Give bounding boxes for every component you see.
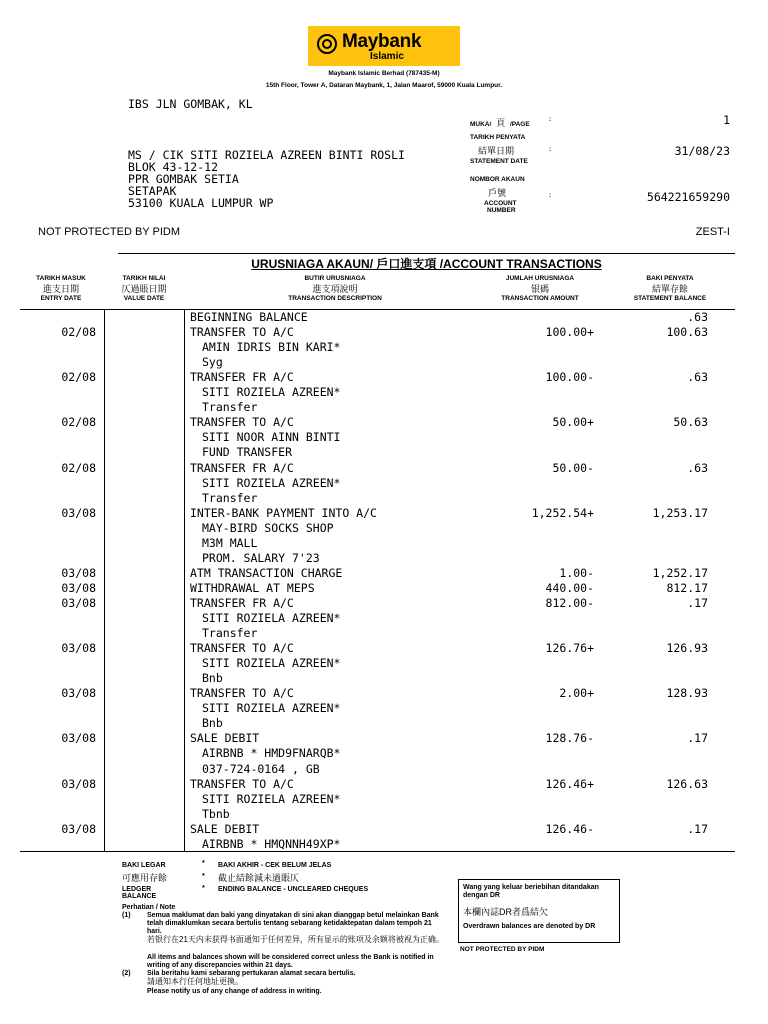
footer-star: *	[202, 873, 205, 880]
note-2-en: Please notify us of any change of address in writing.	[147, 988, 322, 995]
row-entry-date	[20, 716, 96, 730]
tiger-emblem-icon	[317, 34, 337, 54]
row-entry-date	[20, 626, 96, 640]
page-number: 1	[723, 113, 730, 127]
row-entry-date	[20, 762, 96, 776]
note-number-2: (2)	[122, 970, 131, 977]
account-number-label-en2: NUMBER	[487, 207, 516, 214]
row-balance	[560, 746, 708, 760]
row-description: TRANSFER TO A/C	[190, 776, 294, 791]
row-entry-date	[20, 701, 96, 715]
row-entry-date	[20, 536, 96, 550]
row-description: TRANSFER TO A/C	[190, 415, 294, 430]
footer-baki-akhir-cn: 截止結餘減未過賬仄	[218, 873, 300, 883]
col-header-en: ENTRY DATE	[40, 295, 82, 302]
col-separator	[184, 309, 185, 851]
row-description: AIRBNB * HMQNNH49XP*	[202, 836, 341, 851]
col-header-cn: 結單存餘	[651, 284, 688, 294]
col-header-cn: 银碼	[530, 284, 549, 294]
row-balance: 50.63	[673, 415, 708, 430]
col-header-entry-date	[20, 275, 102, 302]
customer-address	[128, 149, 405, 209]
row-balance: 1,252.17	[652, 565, 708, 580]
row-amount: 100.00+	[545, 325, 594, 340]
row-description: 037-724-0164 , GB	[202, 761, 320, 776]
row-entry-date	[20, 491, 96, 505]
row-balance	[560, 476, 708, 490]
row-description: AIRBNB * HMD9FNARQB*	[202, 746, 341, 761]
note-1-ms: Semua maklumat dan baki yang dinyatakan di sini akan dianggap betul melainkan Bank telah dimaklumkan secara bertulis tentang sebarang ketidaktepatan dalam tempoh 21 hari.	[147, 912, 439, 935]
row-description: SITI ROZIELA AZREEN*	[202, 385, 341, 400]
footer-ending-balance: ENDING BALANCE - UNCLEARED CHEQUES	[218, 886, 369, 893]
colon: :	[549, 192, 552, 199]
row-description: AMIN IDRIS BIN KARI*	[202, 340, 341, 355]
row-description: TRANSFER TO A/C	[190, 686, 294, 701]
row-balance	[560, 656, 708, 670]
row-description: TRANSFER FR A/C	[190, 370, 294, 385]
col-header-en: TRANSACTION AMOUNT	[501, 295, 579, 302]
footer-star: *	[202, 860, 205, 867]
row-balance: .17	[687, 595, 708, 610]
row-description: SITI ROZIELA AZREEN*	[202, 475, 341, 490]
row-balance: 100.63	[666, 325, 708, 340]
page-label-en: /PAGE	[509, 121, 530, 128]
row-entry-date	[20, 551, 96, 565]
row-entry-date	[20, 656, 96, 670]
row-balance: 1,253.17	[652, 505, 708, 520]
row-description: TRANSFER TO A/C	[190, 325, 294, 340]
row-balance	[560, 340, 708, 354]
col-separator	[104, 309, 105, 851]
account-number-label-ms: NOMBOR AKAUN	[470, 176, 525, 183]
box-en: Overdrawn balances are denoted by DR	[463, 923, 596, 930]
row-entry-date	[20, 521, 96, 535]
footer-star: *	[202, 885, 205, 892]
row-description: SITI ROZIELA AZREEN*	[202, 791, 341, 806]
row-entry-date	[20, 430, 96, 444]
row-entry-date: 02/08	[61, 415, 96, 430]
row-balance: 128.93	[666, 686, 708, 701]
row-balance	[560, 521, 708, 535]
address-line: SETAPAK	[128, 184, 177, 198]
product-name: ZEST-I	[695, 226, 730, 238]
table-bottom-rule	[20, 851, 735, 852]
row-description: ATM TRANSACTION CHARGE	[190, 565, 343, 580]
row-entry-date: 03/08	[61, 686, 96, 701]
account-number-value: 564221659290	[646, 190, 730, 204]
row-description: SITI ROZIELA AZREEN*	[202, 611, 341, 625]
note-2-cn: 請通知本行任何地址更換。	[147, 977, 243, 986]
footer-baki-legar: BAKI LEGAR	[122, 862, 166, 869]
row-description: TRANSFER FR A/C	[190, 595, 294, 610]
pidm-notice: NOT PROTECTED BY PIDM	[38, 226, 181, 238]
row-entry-date	[20, 476, 96, 490]
col-header-amount	[480, 275, 600, 302]
statement-date-label-ms: TARIKH PENYATA	[470, 134, 526, 141]
row-amount: 126.46+	[545, 776, 594, 791]
row-balance	[560, 551, 708, 565]
row-entry-date	[20, 445, 96, 459]
box-cn: 本欄內誌DR者爲結欠	[463, 907, 548, 917]
row-entry-date	[20, 746, 96, 760]
col-header-description	[230, 275, 440, 302]
row-entry-date: 03/08	[61, 731, 96, 746]
row-description: SALE DEBIT	[190, 821, 260, 836]
row-balance	[560, 355, 708, 369]
col-header-value-date	[104, 275, 184, 302]
col-header-balance	[610, 275, 730, 302]
row-entry-date	[20, 400, 96, 414]
row-amount: 128.76-	[545, 731, 594, 746]
row-balance: .17	[687, 731, 708, 746]
row-entry-date	[20, 385, 96, 399]
bank-address: 15th Floor, Tower A, Dataran Maybank, 1, Jalan Maarof, 59000 Kuala Lumpur.	[265, 82, 503, 89]
row-balance	[560, 807, 708, 821]
col-header-en: TRANSACTION DESCRIPTION	[288, 295, 382, 302]
bank-legal-name: Maybank Islamic Berhad (787435-M)	[328, 70, 440, 77]
box-ms: Wang yang keluar beriebihan ditandakan dengan DR	[463, 884, 599, 899]
row-amount: 50.00+	[552, 415, 594, 430]
footer-balance: BALANCE	[122, 893, 157, 900]
page-label	[470, 116, 530, 129]
row-amount: 1.00-	[559, 565, 594, 580]
row-balance	[560, 716, 708, 730]
footer-ledger: LEDGER	[122, 886, 152, 893]
row-entry-date: 03/08	[61, 580, 96, 595]
colon: :	[549, 146, 552, 153]
row-description: Transfer	[202, 626, 258, 641]
row-entry-date	[20, 340, 96, 354]
row-description: FUND TRANSFER	[202, 445, 293, 460]
statement-date-label-en: STATEMENT DATE	[470, 158, 528, 165]
note-number-1: (1)	[122, 912, 131, 919]
row-description: SITI ROZIELA AZREEN*	[202, 701, 341, 716]
col-header-ms: TARIKH MASUK	[36, 275, 86, 282]
overdrawn-legend-box	[458, 879, 620, 943]
colon: :	[549, 116, 552, 123]
address-line: 53100 KUALA LUMPUR WP	[128, 196, 274, 210]
footer-baki-akhir: BAKI AKHIR - CEK BELUM JELAS	[218, 862, 332, 869]
row-amount: 126.76+	[545, 641, 594, 656]
statement-date-value: 31/08/23	[674, 144, 730, 158]
row-description: Tbnb	[202, 806, 230, 821]
row-description: INTER-BANK PAYMENT INTO A/C	[190, 505, 377, 520]
row-description: MAY-BIRD SOCKS SHOP	[202, 520, 334, 535]
row-entry-date: 03/08	[61, 595, 96, 610]
row-amount: 812.00-	[545, 595, 594, 610]
row-balance	[560, 626, 708, 640]
row-entry-date: 03/08	[61, 776, 96, 791]
row-description: PROM. SALARY 7'23	[202, 550, 320, 565]
branch-name: IBS JLN GOMBAK, KL	[128, 97, 253, 111]
row-description: WITHDRAWAL AT MEPS	[190, 580, 315, 595]
row-description: Transfer	[202, 490, 258, 505]
row-balance	[560, 762, 708, 776]
row-description: SALE DEBIT	[190, 731, 260, 746]
row-balance	[560, 385, 708, 399]
row-description: SITI NOOR AINN BINTI	[202, 430, 341, 445]
row-entry-date	[20, 807, 96, 821]
logo-sub-text: Islamic	[370, 51, 404, 62]
row-description: TRANSFER TO A/C	[190, 641, 294, 656]
row-entry-date: 02/08	[61, 460, 96, 475]
col-header-ms: JUMLAH URUSNIAGA	[505, 275, 575, 282]
col-header-ms: BAKI PENYATA	[646, 275, 694, 282]
row-balance	[560, 671, 708, 685]
row-description: BEGINNING BALANCE	[190, 310, 308, 324]
col-header-en: STATEMENT BALANCE	[633, 295, 707, 302]
row-entry-date	[20, 310, 96, 324]
row-entry-date	[20, 792, 96, 806]
row-balance	[560, 536, 708, 550]
section-top-rule	[118, 253, 735, 254]
row-balance: .63	[687, 310, 708, 324]
row-entry-date: 03/08	[61, 565, 96, 580]
row-amount: 1,252.54+	[531, 505, 594, 520]
account-number-label-en1: ACCOUNT	[484, 200, 517, 207]
row-entry-date: 02/08	[61, 370, 96, 385]
row-balance	[560, 837, 708, 851]
row-balance: 812.17	[666, 580, 708, 595]
col-header-en: VALUE DATE	[123, 295, 165, 302]
row-balance	[560, 430, 708, 444]
row-entry-date: 03/08	[61, 641, 96, 656]
row-entry-date	[20, 611, 96, 625]
page-label-cn: 頁	[496, 118, 506, 128]
row-amount: 50.00-	[552, 460, 594, 475]
row-description: Transfer	[202, 400, 258, 415]
footer-baki-legar-cn: 可應用存餘	[122, 873, 168, 883]
row-description: Bnb	[202, 671, 223, 686]
row-entry-date	[20, 671, 96, 685]
row-balance	[560, 611, 708, 625]
row-amount: 440.00-	[545, 580, 594, 595]
row-entry-date: 02/08	[61, 325, 96, 340]
row-description: TRANSFER FR A/C	[190, 460, 294, 475]
row-description: M3M MALL	[202, 535, 258, 550]
note-title: Perhatian / Note	[122, 904, 176, 911]
row-entry-date	[20, 837, 96, 851]
row-balance: .63	[687, 370, 708, 385]
statement-date-label-cn: 結單日期	[478, 146, 515, 156]
row-balance	[560, 792, 708, 806]
address-line: BLOK 43-12-12	[128, 160, 219, 174]
row-description: SITI ROZIELA AZREEN*	[202, 656, 341, 671]
col-header-cn: 進支項說明	[312, 284, 358, 294]
logo-brand-text: Maybank	[342, 31, 422, 52]
row-amount: 100.00-	[545, 370, 594, 385]
note-1-cn: 若银行在21天内未获得书面通知于任何差异，所有显示的账项及余额将被视为正确。	[147, 935, 444, 944]
col-header-ms: BUTIR URUSNIAGA	[304, 275, 366, 282]
col-header-cn: 仄過賬日期	[121, 284, 167, 294]
row-entry-date: 03/08	[61, 505, 96, 520]
note-1-en: All items and balances shown will be considered correct unless the Bank is notified in writing of any discrepancies within 21 days.	[147, 954, 434, 969]
row-balance: .17	[687, 821, 708, 836]
section-title: URUSNIAGA AKAUN/ 戶口進支項 /ACCOUNT TRANSACTIONS	[251, 257, 602, 271]
address-line: PPR GOMBAK SETIA	[128, 172, 239, 186]
address-line: MS / CIK SITI ROZIELA AZREEN BINTI ROSLI	[128, 148, 405, 162]
box-pidm-notice: NOT PROTECTED BY PIDM	[460, 946, 545, 953]
page-label-ms: MUKA/	[470, 121, 492, 128]
row-balance: 126.93	[666, 641, 708, 656]
row-entry-date: 03/08	[61, 821, 96, 836]
row-balance	[560, 701, 708, 715]
maybank-logo	[308, 26, 460, 66]
row-balance	[560, 445, 708, 459]
row-description: Bnb	[202, 716, 223, 731]
row-amount: 2.00+	[559, 686, 594, 701]
row-balance	[560, 400, 708, 414]
row-balance	[560, 491, 708, 505]
row-description: Syg	[202, 355, 223, 370]
account-number-label-cn: 戶號	[488, 188, 507, 198]
note-2-ms: Sila beritahu kami sebarang pertukaran alamat secara bertulis.	[147, 970, 356, 977]
row-balance: 126.63	[666, 776, 708, 791]
col-header-ms: TARIKH NILAI	[122, 275, 166, 282]
col-header-cn: 進支日期	[42, 284, 79, 294]
row-balance: .63	[687, 460, 708, 475]
row-amount: 126.46-	[545, 821, 594, 836]
row-entry-date	[20, 355, 96, 369]
